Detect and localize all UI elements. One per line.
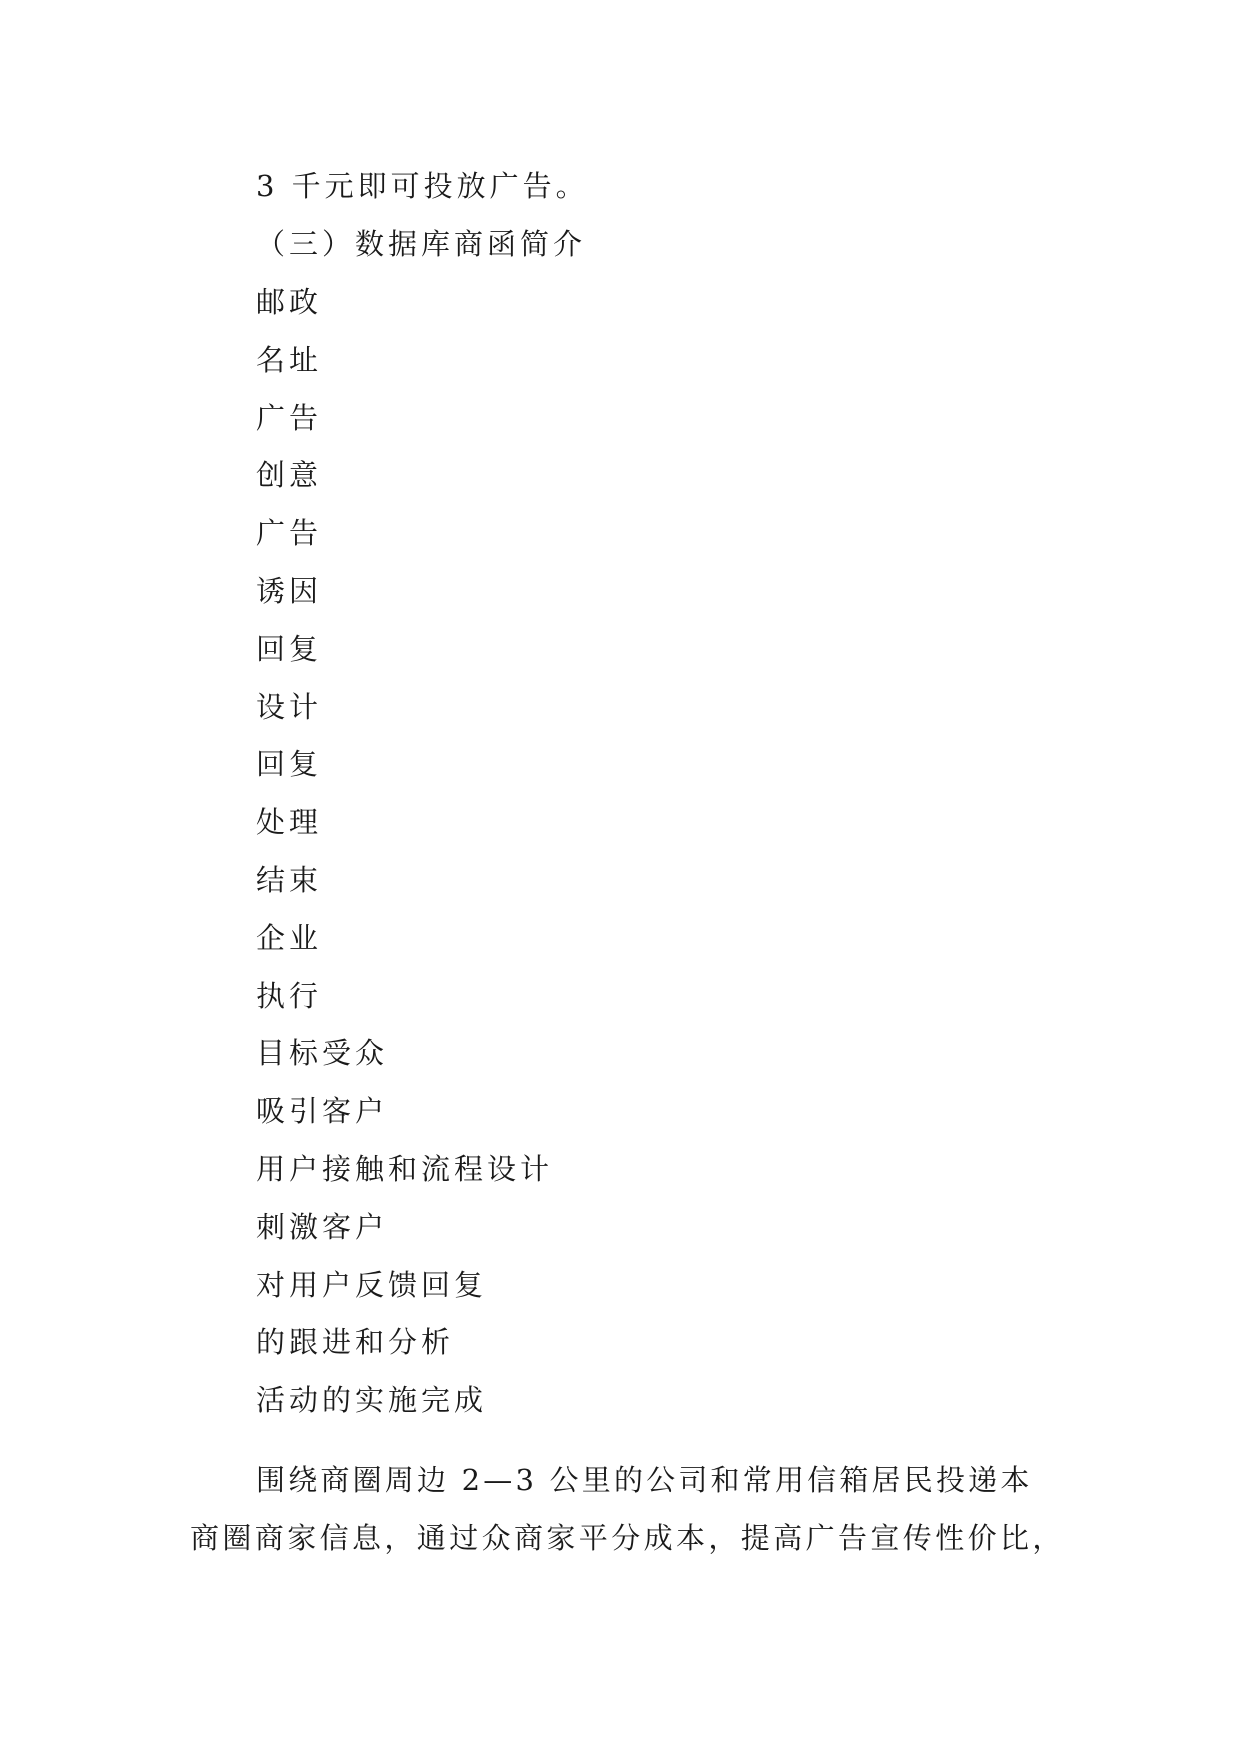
flow-item: 的跟进和分析 — [256, 1325, 455, 1359]
top-fragment-text: 3 千元即可投放广告。 — [256, 169, 589, 203]
flow-item: 诱因 — [256, 574, 323, 608]
flow-item: 刺激客户 — [256, 1210, 389, 1244]
paragraph-line-2: 商圈商家信息，通过众商家平分成本，提高广告宣传性价比， — [190, 1521, 1065, 1555]
flow-item: 活动的实施完成 — [256, 1383, 488, 1417]
flow-item: 用户接触和流程设计 — [256, 1152, 554, 1186]
flow-item: 名址 — [256, 343, 323, 377]
flow-item: 企业 — [256, 921, 323, 955]
flow-item: 邮政 — [256, 285, 323, 319]
section-heading: （三）数据库商函简介 — [256, 227, 587, 261]
flow-item: 对用户反馈回复 — [256, 1268, 488, 1302]
flow-item: 创意 — [256, 458, 323, 492]
flow-item: 广告 — [256, 401, 323, 435]
flow-item: 执行 — [256, 979, 323, 1013]
flow-item: 处理 — [256, 805, 323, 839]
flow-item: 广告 — [256, 516, 323, 550]
flow-item: 回复 — [256, 747, 323, 781]
flow-item: 结束 — [256, 863, 323, 897]
paragraph-line-1: 围绕商圈周边 2—3 公里的公司和常用信箱居民投递本 — [256, 1463, 1033, 1497]
flow-item: 回复 — [256, 632, 323, 666]
flow-item: 吸引客户 — [256, 1094, 389, 1128]
flow-item: 设计 — [256, 690, 323, 724]
flow-item: 目标受众 — [256, 1036, 389, 1070]
